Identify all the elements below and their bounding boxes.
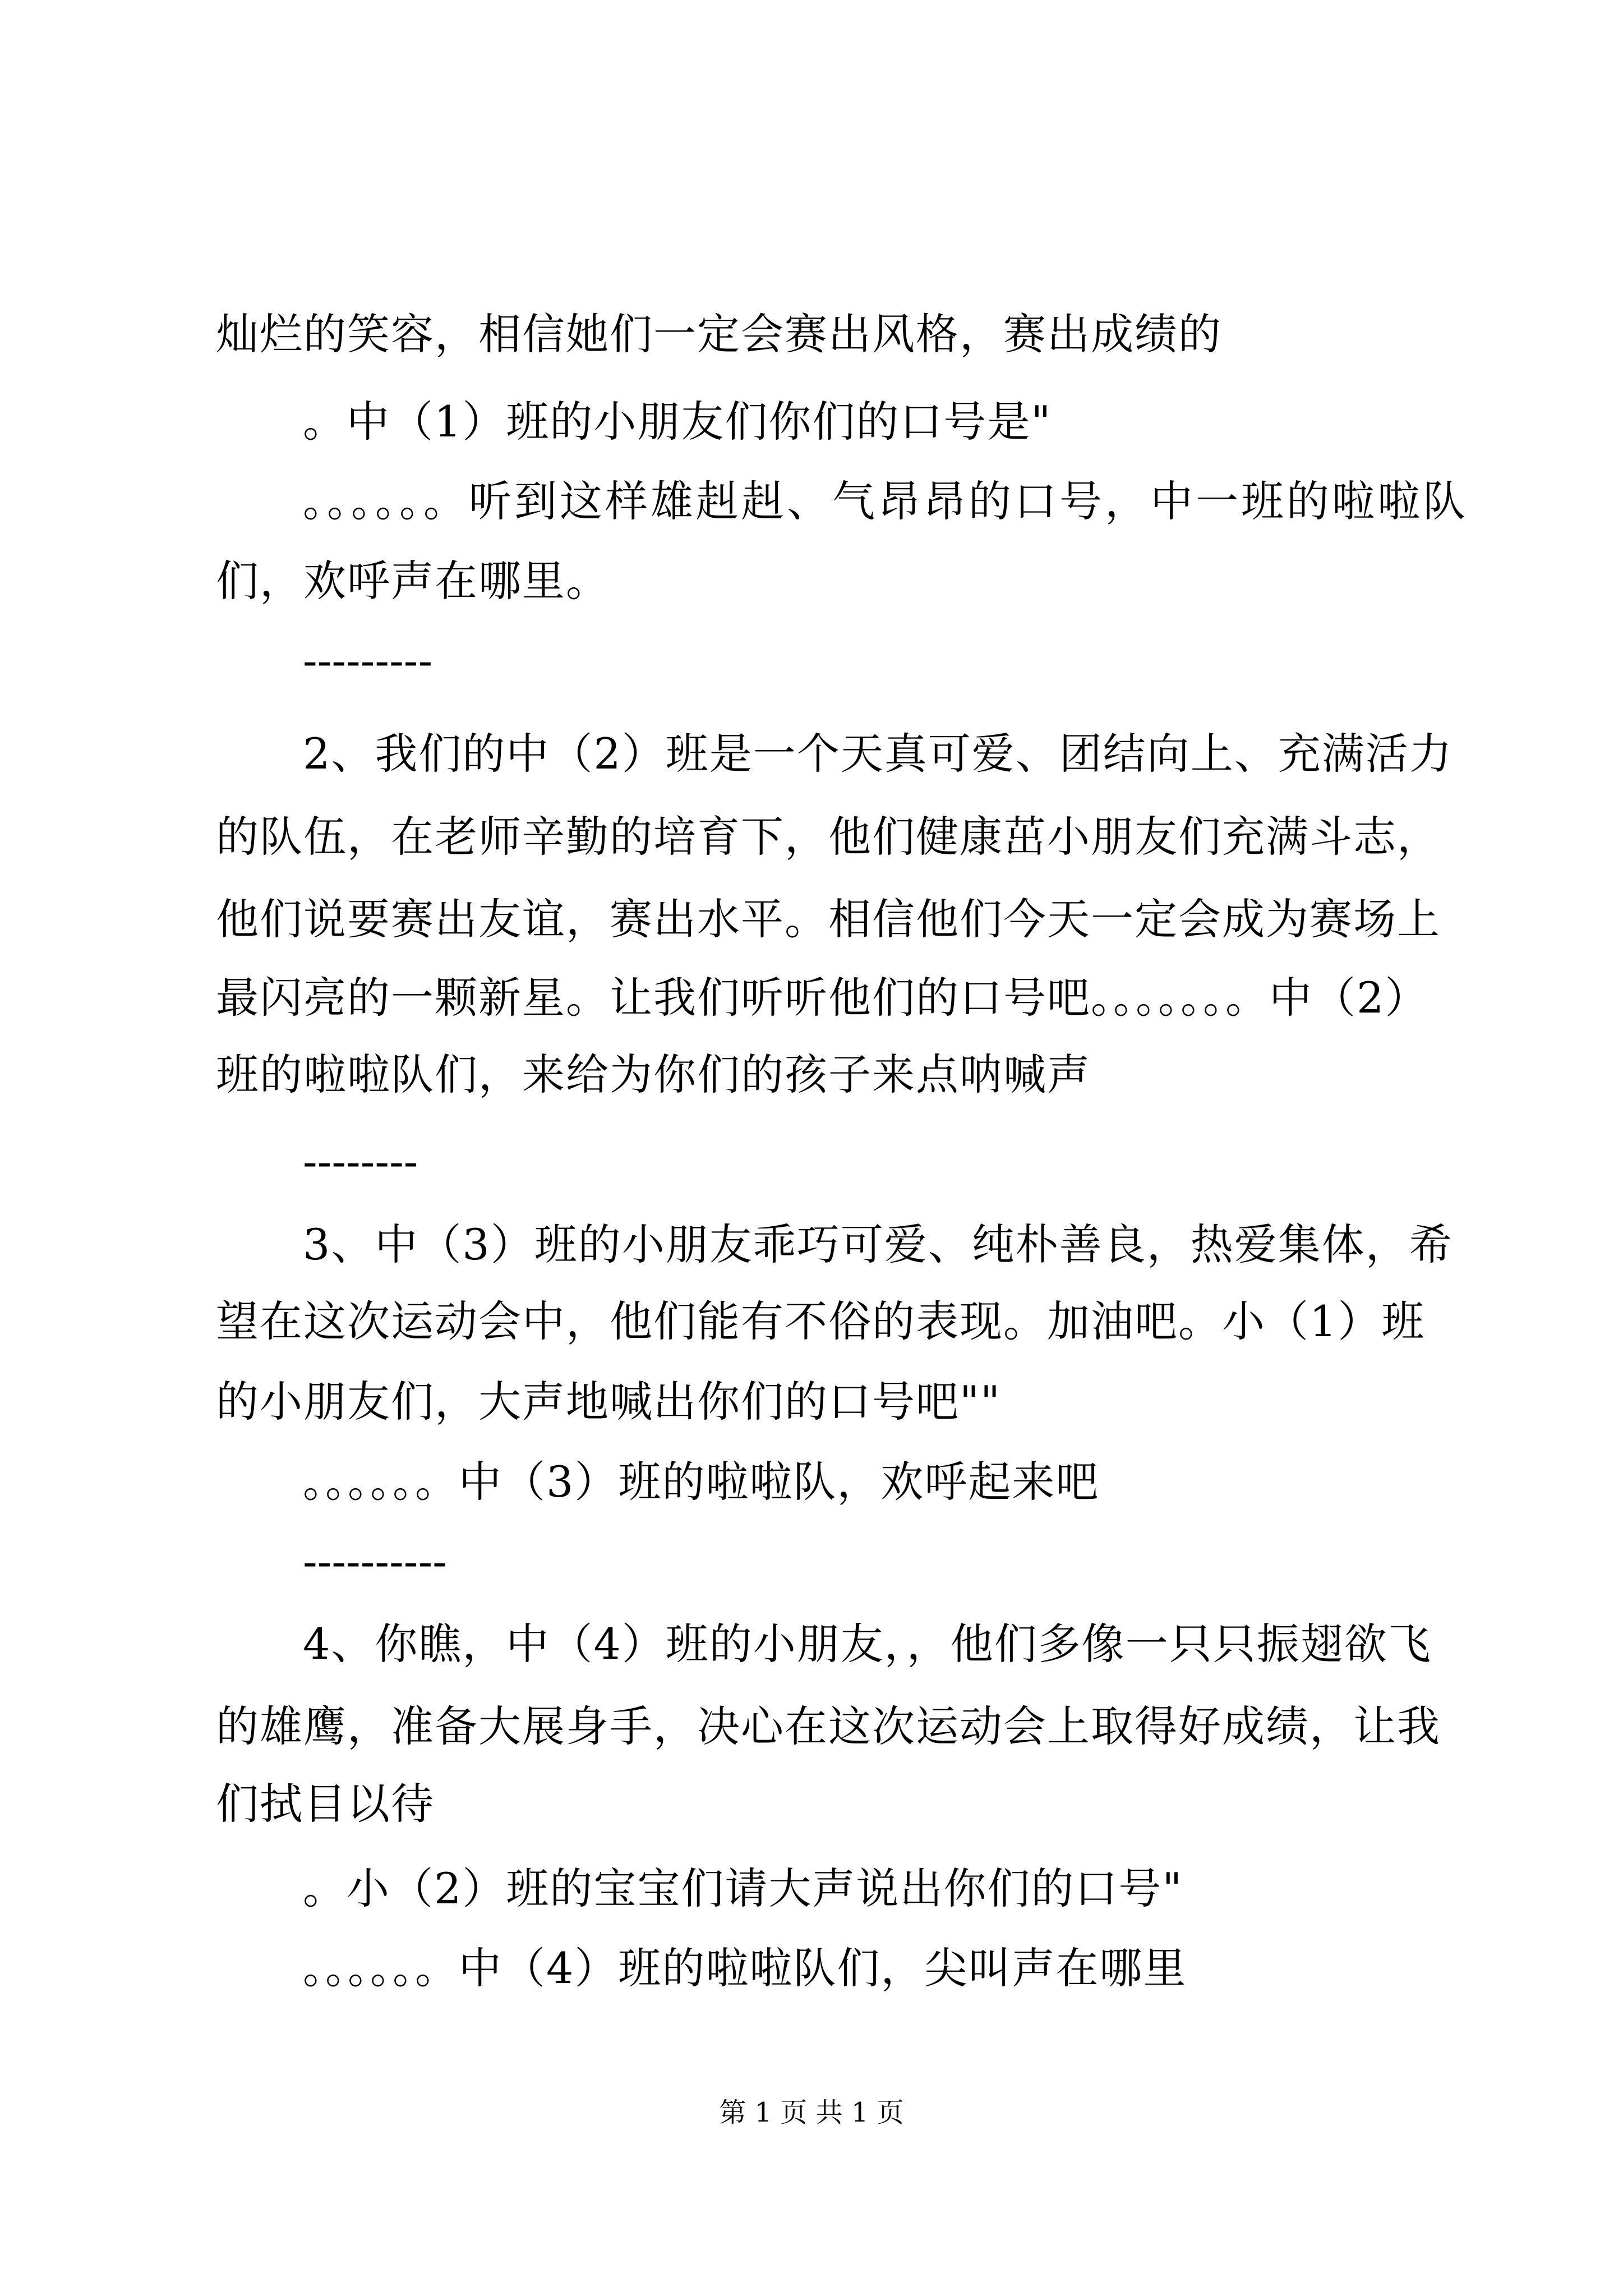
text-line: 的雄鹰，准备大展身手，决心在这次运动会上取得好成绩，让我: [216, 1701, 1441, 1751]
page-footer: 第 1 页 共 1 页: [719, 2097, 904, 2128]
separator-line: --------: [303, 1137, 418, 1186]
text-line: 他们说要赛出友谊，赛出水平。相信他们今天一定会成为赛场上: [216, 894, 1441, 944]
text-line: 。。。。。。听到这样雄赳赳、气昂昂的口号，中一班的啦啦队: [303, 476, 1468, 526]
text-line: 们拭目以待: [216, 1779, 435, 1829]
text-line: 班的啦啦队们，来给为你们的孩子来点呐喊声: [216, 1050, 1091, 1099]
text-line: 最闪亮的一颗新星。让我们听听他们的口号吧。。。。。。。中（2）: [216, 973, 1429, 1023]
text-line: 。。。。。。中（3）班的啦啦队，欢呼起来吧: [303, 1457, 1100, 1507]
text-line: 2、我们的中（2）班是一个天真可爱、团结向上、充满活力: [303, 729, 1453, 779]
text-line: 。。。。。。中（4）班的啦啦队们，尖叫声在哪里: [303, 1943, 1187, 1993]
text-line: 的队伍，在老师辛勤的培育下，他们健康茁小朋友们充满斗志，: [216, 812, 1441, 862]
text-line: 望在这次运动会中，他们能有不俗的表现。加油吧。小（1）班: [216, 1296, 1426, 1346]
text-line: 4、你瞧，中（4）班的小朋友，，他们多像一只只振翅欲飞: [303, 1619, 1432, 1669]
separator-line: ----------: [303, 1536, 447, 1586]
text-line: 灿烂的笑容，相信她们一定会赛出风格，赛出成绩的: [216, 309, 1222, 359]
text-line: 。中（1）班的小朋友们你们的口号是": [303, 397, 1052, 447]
separator-line: ---------: [303, 636, 433, 685]
text-line: 3、中（3）班的小朋友乖巧可爱、纯朴善良，热爱集体，希: [303, 1220, 1453, 1269]
text-line: 们，欢呼声在哪里。: [216, 556, 610, 606]
text-line: 的小朋友们，大声地喊出你们的口号吧"": [216, 1377, 1001, 1427]
text-line: 。小（2）班的宝宝们请大声说出你们的口号": [303, 1864, 1183, 1913]
